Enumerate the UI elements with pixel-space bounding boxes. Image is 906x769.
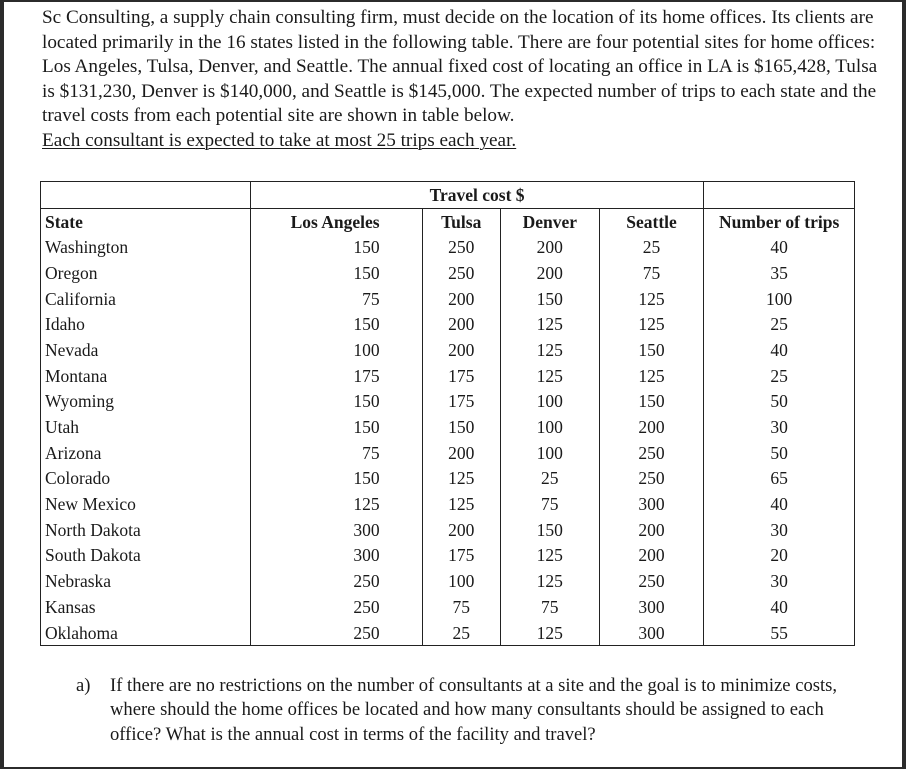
cell-la: 150: [250, 260, 422, 286]
cell-seattle: 300: [599, 620, 704, 646]
cell-tulsa: 175: [422, 389, 500, 415]
cell-la: 250: [250, 594, 422, 620]
cell-tulsa: 200: [422, 311, 500, 337]
cell-trips: 50: [704, 440, 855, 466]
table-row: [41, 491, 855, 517]
table-row: [41, 620, 855, 646]
cell-denver: 125: [500, 363, 599, 389]
table-row: [41, 594, 855, 620]
header-tulsa: Tulsa: [422, 208, 500, 234]
cell-seattle: 200: [599, 517, 704, 543]
cell-tulsa: 25: [422, 620, 500, 646]
cell-seattle: 200: [599, 414, 704, 440]
cell-trips: 65: [704, 466, 855, 492]
cell-denver: 125: [500, 620, 599, 646]
cell-tulsa: 200: [422, 286, 500, 312]
cell-state: Washington: [41, 234, 251, 260]
table-header-row: [41, 208, 855, 234]
cell-seattle: 250: [599, 466, 704, 492]
cell-seattle: 150: [599, 337, 704, 363]
cell-denver: 100: [500, 414, 599, 440]
cell-state: Colorado: [41, 466, 251, 492]
cell-state: Idaho: [41, 311, 251, 337]
cell-trips: 30: [704, 517, 855, 543]
cell-state: Arizona: [41, 440, 251, 466]
cell-state: North Dakota: [41, 517, 251, 543]
cell-la: 125: [250, 491, 422, 517]
cell-tulsa: 75: [422, 594, 500, 620]
cell-seattle: 75: [599, 260, 704, 286]
cell-tulsa: 150: [422, 414, 500, 440]
cell-trips: 20: [704, 543, 855, 569]
cell-tulsa: 125: [422, 491, 500, 517]
intro-paragraph: Sc Consulting, a supply chain consulting firm, must decide on the location of its home offices. Its clients are located primarily in the 16 states listed in the following table. There are four potential sites for home offices: Los Angeles, Tulsa, Denver, and Seattle. The annual fixed cost of locating an office in LA is $165,428, Tulsa is $131,230, Denver is $140,000, and Seattle is $145,000. The expected number of trips to each state and the travel costs from each potential site are shown in table below.: [42, 7, 878, 127]
cell-trips: 100: [704, 286, 855, 312]
table-row: [41, 363, 855, 389]
cell-tulsa: 200: [422, 440, 500, 466]
cell-seattle: 125: [599, 363, 704, 389]
cell-tulsa: 175: [422, 543, 500, 569]
cell-state: Nebraska: [41, 568, 251, 594]
cell-la: 75: [250, 440, 422, 466]
cell-la: 300: [250, 517, 422, 543]
cell-trips: 40: [704, 491, 855, 517]
table-row: [41, 414, 855, 440]
cell-state: Kansas: [41, 594, 251, 620]
table-body: [41, 234, 855, 646]
cell-seattle: 200: [599, 543, 704, 569]
cell-la: 150: [250, 311, 422, 337]
document-page: [4, 2, 902, 767]
cell-denver: 75: [500, 491, 599, 517]
cell-trips: 25: [704, 363, 855, 389]
cell-seattle: 300: [599, 491, 704, 517]
cell-seattle: 300: [599, 594, 704, 620]
cell-denver: 150: [500, 517, 599, 543]
cell-la: 250: [250, 620, 422, 646]
cell-denver: 125: [500, 311, 599, 337]
cell-state: Nevada: [41, 337, 251, 363]
cell-trips: 35: [704, 260, 855, 286]
cell-trips: 40: [704, 337, 855, 363]
cell-tulsa: 100: [422, 568, 500, 594]
cell-tulsa: 250: [422, 260, 500, 286]
cell-la: 150: [250, 234, 422, 260]
header-los-angeles: Los Angeles: [250, 208, 422, 234]
cell-la: 100: [250, 337, 422, 363]
header-state: State: [41, 208, 251, 234]
table-row: [41, 466, 855, 492]
cell-seattle: 250: [599, 568, 704, 594]
cell-denver: 125: [500, 337, 599, 363]
cell-state: Utah: [41, 414, 251, 440]
travel-cost-table: [40, 181, 855, 646]
table-row: [41, 337, 855, 363]
table-group-header-row: [41, 182, 855, 209]
cell-la: 75: [250, 286, 422, 312]
table-row: [41, 234, 855, 260]
header-seattle: Seattle: [599, 208, 704, 234]
cell-trips: 25: [704, 311, 855, 337]
cell-state: California: [41, 286, 251, 312]
question-a: [76, 674, 856, 747]
cell-seattle: 25: [599, 234, 704, 260]
cell-state: New Mexico: [41, 491, 251, 517]
cell-trips: 30: [704, 414, 855, 440]
cell-la: 150: [250, 389, 422, 415]
cell-denver: 200: [500, 260, 599, 286]
cell-la: 300: [250, 543, 422, 569]
table-row: [41, 517, 855, 543]
table-row: [41, 389, 855, 415]
cell-denver: 200: [500, 234, 599, 260]
cell-tulsa: 200: [422, 337, 500, 363]
travel-cost-group-header: Travel cost $: [250, 182, 703, 209]
header-denver: Denver: [500, 208, 599, 234]
cell-seattle: 250: [599, 440, 704, 466]
cell-trips: 40: [704, 234, 855, 260]
header-number-of-trips: Number of trips: [704, 208, 855, 234]
table-row: [41, 440, 855, 466]
table-row: [41, 311, 855, 337]
cell-tulsa: 175: [422, 363, 500, 389]
cell-state: Wyoming: [41, 389, 251, 415]
cell-la: 150: [250, 466, 422, 492]
cell-la: 150: [250, 414, 422, 440]
cell-seattle: 125: [599, 286, 704, 312]
cell-la: 250: [250, 568, 422, 594]
cell-denver: 150: [500, 286, 599, 312]
table-row: [41, 286, 855, 312]
table-row: [41, 543, 855, 569]
cell-denver: 100: [500, 389, 599, 415]
cell-denver: 75: [500, 594, 599, 620]
cell-trips: 50: [704, 389, 855, 415]
problem-statement: [42, 6, 888, 154]
cell-state: South Dakota: [41, 543, 251, 569]
cell-state: Oklahoma: [41, 620, 251, 646]
cell-tulsa: 125: [422, 466, 500, 492]
cell-denver: 125: [500, 568, 599, 594]
cell-la: 175: [250, 363, 422, 389]
cell-seattle: 125: [599, 311, 704, 337]
cell-tulsa: 200: [422, 517, 500, 543]
table-row: [41, 260, 855, 286]
cell-denver: 125: [500, 543, 599, 569]
cell-trips: 30: [704, 568, 855, 594]
cell-state: Oregon: [41, 260, 251, 286]
question-text: If there are no restrictions on the number of consultants at a site and the goal is to minimize costs, where should the home offices be located and how many consultants should be assigned to each office? What is the annual cost in terms of the facility and travel?: [110, 675, 838, 745]
trip-limit-note: Each consultant is expected to take at most 25 trips each year.: [42, 129, 517, 151]
cell-trips: 40: [704, 594, 855, 620]
cell-denver: 100: [500, 440, 599, 466]
cell-state: Montana: [41, 363, 251, 389]
cell-tulsa: 250: [422, 234, 500, 260]
cell-seattle: 150: [599, 389, 704, 415]
cell-trips: 55: [704, 620, 855, 646]
question-label: a): [76, 675, 91, 696]
cell-denver: 25: [500, 466, 599, 492]
table-row: [41, 568, 855, 594]
